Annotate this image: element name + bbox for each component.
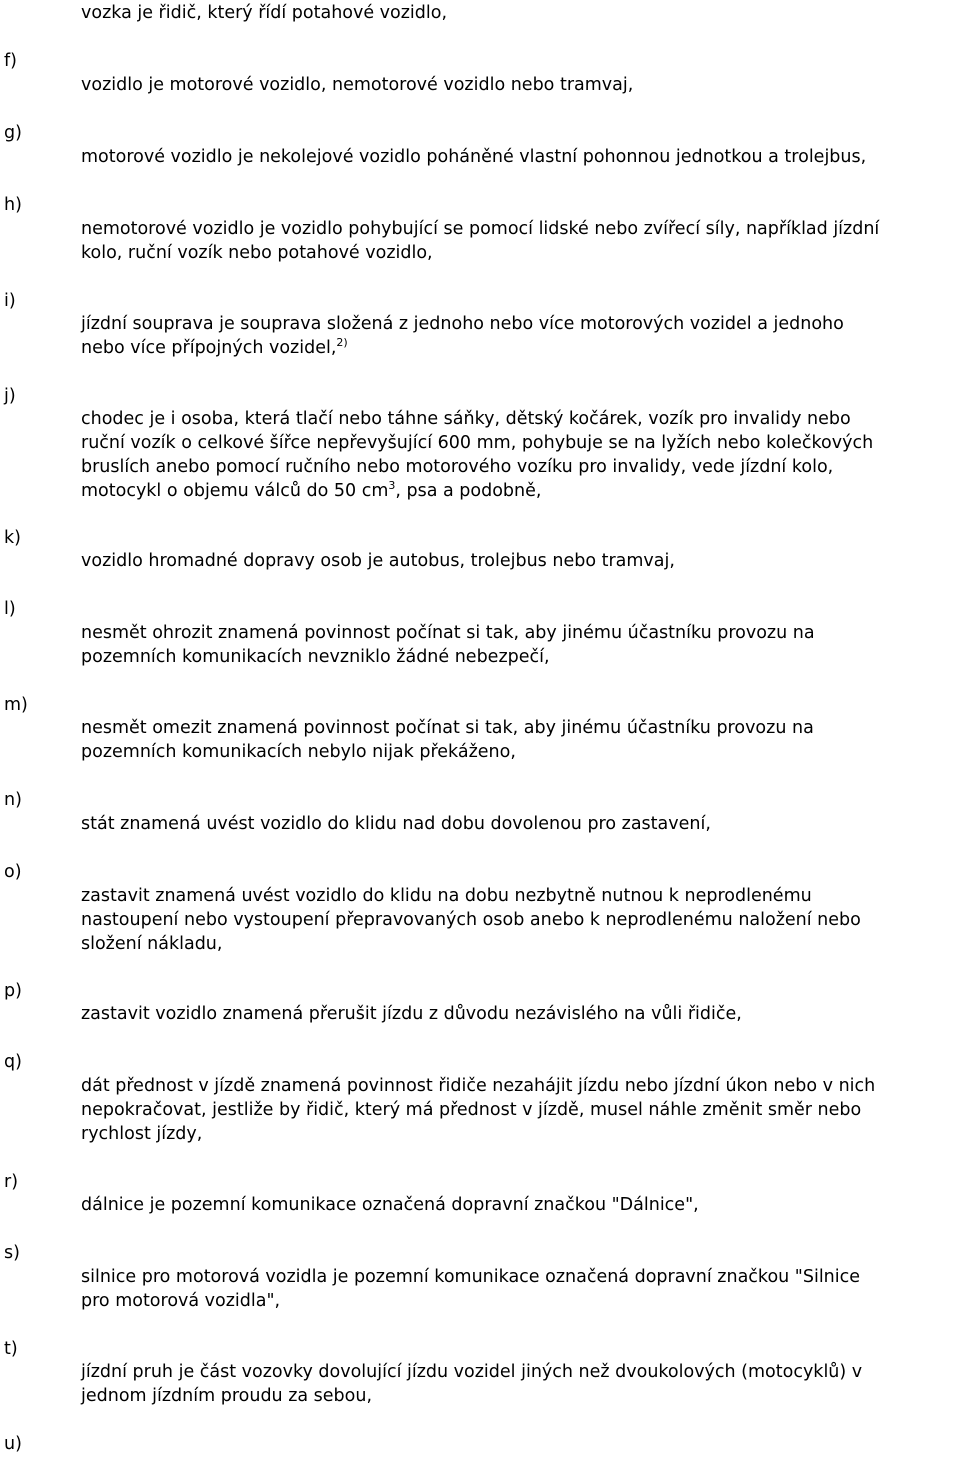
definition-line: ruční vozík o celkové šířce nepřevyšující 600 mm, pohybuje se na lyžích nebo kolečkových <box>81 433 874 453</box>
definition-line: dálnice je pozemní komunikace označená dopravní značkou "Dálnice", <box>81 1195 699 1215</box>
definition-line: nemotorové vozidlo je vozidlo pohybující se pomocí lidské nebo zvířecí síly, například jízdní <box>81 219 880 239</box>
item-letter: m) <box>4 695 28 715</box>
definition-line: vozidlo je motorové vozidlo, nemotorové vozidlo nebo tramvaj, <box>81 75 634 95</box>
footnote-ref: 2) <box>336 336 348 349</box>
definition-line-text: , psa a podobně, <box>395 481 542 501</box>
definition-text <box>81 884 957 956</box>
definition-text <box>81 217 957 265</box>
definition-line: pro motorová vozidla", <box>81 1291 281 1311</box>
definition-line: nesmět ohrozit znamená povinnost počínat si tak, aby jinému účastníku provozu na <box>81 623 815 643</box>
definition-line: zastavit znamená uvést vozidlo do klidu na dobu nezbytně nutnou k neprodlenému <box>81 886 812 906</box>
definition-line: pozemních komunikacích nebylo nijak překáženo, <box>81 742 516 762</box>
item-letter: o) <box>4 862 22 882</box>
definition-text <box>81 1193 957 1217</box>
definition-text <box>81 312 957 360</box>
item-letter: i) <box>4 291 16 311</box>
definition-line: kolo, ruční vozík nebo potahové vozidlo, <box>81 243 433 263</box>
definition-line <box>81 336 957 360</box>
definition-line: bruslích anebo pomocí ručního nebo motorového vozíku pro invalidy, vede jízdní kolo, <box>81 457 834 477</box>
item-letter: r) <box>4 1172 19 1192</box>
definition-line: zastavit vozidlo znamená přerušit jízdu z důvodu nezávislého na vůli řidiče, <box>81 1004 742 1024</box>
definition-line-text: motocykl o objemu válců do 50 cm <box>81 481 389 501</box>
item-letter: h) <box>4 195 22 215</box>
definition-text <box>81 73 957 97</box>
definition-text <box>81 1074 957 1146</box>
definition-text <box>81 1360 957 1408</box>
item-letter: f) <box>4 51 17 71</box>
item-letter: g) <box>4 123 22 143</box>
definition-line: stát znamená uvést vozidlo do klidu nad dobu dovolenou pro zastavení, <box>81 814 711 834</box>
definition-line: nesmět omezit znamená povinnost počínat si tak, aby jinému účastníku provozu na <box>81 718 814 738</box>
item-letter: p) <box>4 981 22 1001</box>
definition-line: nepokračovat, jestliže by řidič, který má přednost v jízdě, musel náhle změnit směr nebo <box>81 1100 862 1120</box>
definition-line: dát přednost v jízdě znamená povinnost řidiče nezahájit jízdu nebo jízdní úkon nebo v nich <box>81 1076 876 1096</box>
definition-line: složení nákladu, <box>81 934 223 954</box>
item-letter: l) <box>4 599 16 619</box>
item-letter: j) <box>4 386 16 406</box>
definition-line: jízdní souprava je souprava složená z jednoho nebo více motorových vozidel a jednoho <box>81 314 844 334</box>
definition-line <box>81 479 957 503</box>
item-letter: q) <box>4 1052 22 1072</box>
definition-text <box>81 549 957 573</box>
definition-text <box>81 1265 957 1313</box>
item-letter: u) <box>4 1434 22 1454</box>
definition-line: chodec je i osoba, která tlačí nebo táhne sáňky, dětský kočárek, vozík pro invalidy nebo <box>81 409 851 429</box>
item-letter: t) <box>4 1339 18 1359</box>
definition-text <box>81 145 957 169</box>
definition-text <box>81 1002 957 1026</box>
definition-line-text: nebo více přípojných vozidel, <box>81 338 337 358</box>
definition-text <box>81 1 957 25</box>
superscript: 3 <box>388 479 396 492</box>
definition-line: motorové vozidlo je nekolejové vozidlo poháněné vlastní pohonnou jednotkou a trolejbus, <box>81 147 867 167</box>
definition-line: nastoupení nebo vystoupení přepravovaných osob anebo k neprodlenému naložení nebo <box>81 910 861 930</box>
definition-line: vozidlo hromadné dopravy osob je autobus, trolejbus nebo tramvaj, <box>81 551 675 571</box>
definition-line: pozemních komunikacích nevzniklo žádné nebezpečí, <box>81 647 550 667</box>
definition-line: rychlost jízdy, <box>81 1124 203 1144</box>
item-letter: n) <box>4 790 22 810</box>
item-letter: s) <box>4 1243 20 1263</box>
definition-text <box>81 716 957 764</box>
definition-text <box>81 407 957 503</box>
definition-text <box>81 621 957 669</box>
definition-text <box>81 812 957 836</box>
definition-line: jízdní pruh je část vozovky dovolující jízdu vozidel jiných než dvoukolových (motocyklů) v <box>81 1362 863 1382</box>
definition-line: jednom jízdním proudu za sebou, <box>81 1386 373 1406</box>
definition-line: silnice pro motorová vozidla je pozemní komunikace označená dopravní značkou "Silnice <box>81 1267 861 1287</box>
definition-line: vozka je řidič, který řídí potahové vozidlo, <box>81 3 448 23</box>
item-letter: k) <box>4 528 21 548</box>
